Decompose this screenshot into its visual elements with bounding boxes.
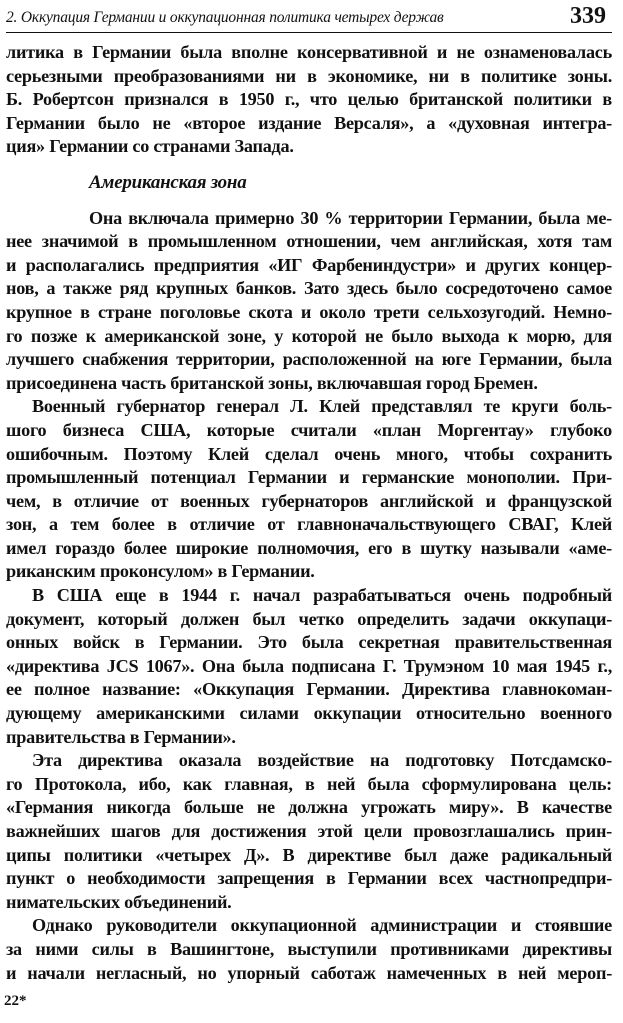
text-line: серьезными преобразованиями ни в экономике, ни в политике зоны. <box>6 65 612 86</box>
text-line: го Протокола, ибо, как главная, в ней была сформулирована цель: <box>6 773 612 794</box>
text-line: правительства в Германии». <box>6 726 236 747</box>
section-title: Американская зона <box>89 171 247 193</box>
text-line: пункт о необходимости запрещения в Германии всех частнопредпри- <box>6 868 612 889</box>
text-line: важнейших шагов для достижения этой цели провозглашались прин- <box>6 821 612 841</box>
text-line: нимательских объединений. <box>6 891 232 912</box>
page-number: 339 <box>570 3 606 29</box>
text-line: и располагались предприятия «ИГ Фарбениндустри» и других концер- <box>6 254 612 275</box>
text-line: ципы политики «четырех Д». В директиве был даже радикальный <box>6 844 612 865</box>
text-line: и начали негласный, но упорный саботаж намеченных в ней мероп- <box>6 962 612 983</box>
paragraph-1 <box>6 41 612 159</box>
page-body <box>6 41 612 985</box>
text-line: го позже к американской зоне, у которой не было выхода к морю, для <box>6 325 612 346</box>
paragraph-2 <box>6 207 612 396</box>
text-line: нов, а также ряд крупных банков. Зато здесь было сосредоточено самое <box>6 278 612 299</box>
text-line: документ, который должен был четко определить задачи оккупаци- <box>6 608 612 629</box>
text-line: Б. Робертсон признался в 1950 г., что целью британской политики в <box>6 89 612 110</box>
paragraph-6 <box>6 914 612 985</box>
text-line: промышленный потенциал Германии и германские монополии. При- <box>6 467 612 488</box>
text-line: «Германия никогда больше не должна угрожать миру». В качестве <box>6 797 612 818</box>
text-line: лучшего снабжения территории, расположенной на юге Германии, была <box>6 349 612 370</box>
text-line: крупное в стране поголовье скота и около трети сельхозугодий. Немно- <box>6 301 612 322</box>
text-line: Военный губернатор генерал Л. Клей представлял те круги боль- <box>32 396 612 417</box>
text-line: имел гораздо более широкие полномочия, его в шутку называли «аме- <box>6 537 612 558</box>
signature-mark: 22* <box>4 993 27 1009</box>
paragraph-5 <box>6 749 612 914</box>
text-line: ее полное название: «Оккупация Германии. Директива главнокоман- <box>6 679 612 700</box>
text-line: литика в Германии была вполне консервативной и не ознаменовалась <box>6 42 612 62</box>
text-line: шого бизнеса США, которые считали «план Моргентау» глубоко <box>6 419 612 440</box>
text-line: В США еще в 1944 г. начал разрабатываться очень подробный <box>32 585 612 606</box>
text-line: онных войск в Германии. Это была секретная правительственная <box>6 632 612 653</box>
paragraph-3 <box>6 395 612 584</box>
text-line: Она включала примерно 30 % территории Германии, была ме- <box>89 207 612 228</box>
page-header <box>6 2 612 33</box>
text-line: дующему американскими силами оккупации относительно военного <box>6 703 612 724</box>
text-line: чем, в отличие от военных губернаторов английской и французской <box>6 490 612 511</box>
running-title: 2. Оккупация Германии и оккупационная политика четырех держав <box>6 9 444 26</box>
text-line: Однако руководители оккупационной администрации и стоявшие <box>32 915 612 936</box>
text-line: ция» Германии со странами Запада. <box>6 136 294 157</box>
text-line: за ними силы в Вашингтоне, выступили противниками директивы <box>6 938 612 959</box>
text-line: риканским проконсулом» в Германии. <box>6 561 315 582</box>
text-line: ошибочным. Поэтому Клей сделал очень много, чтобы сохранить <box>6 443 612 464</box>
text-line: «директива JCS 1067». Она была подписана Г. Трумэном 10 мая 1945 г., <box>6 655 612 676</box>
paragraph-4 <box>6 584 612 749</box>
text-line: зон, а тем более в отличие от главноначальствующего СВАГ, Клей <box>6 514 612 535</box>
text-line: присоединена часть британской зоны, включавшая город Бремен. <box>6 372 538 393</box>
text-line: Эта директива оказала воздействие на подготовку Потсдамско- <box>32 750 612 771</box>
text-line: Германии было не «второе издание Версаля», а «духовная интегра- <box>6 112 612 133</box>
text-line: нее значимой в промышленном отношении, чем английская, хотя там <box>6 231 612 252</box>
